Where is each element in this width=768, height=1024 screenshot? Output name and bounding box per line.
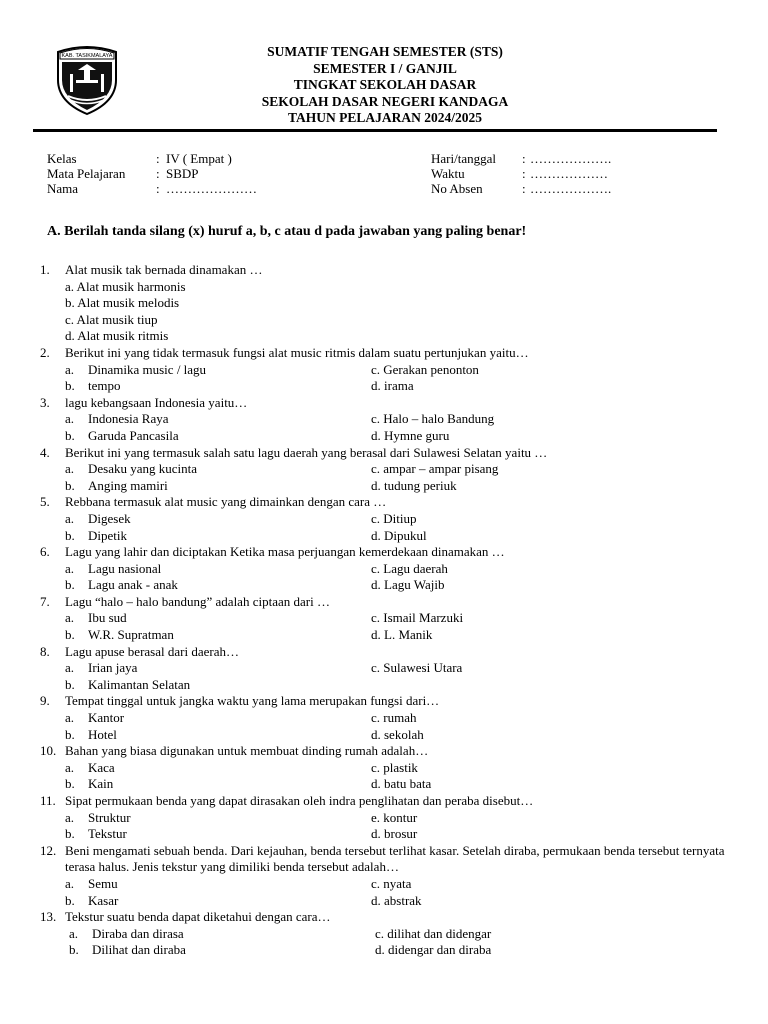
option-c: c. nyata: [371, 875, 412, 891]
info-row-kelas: [47, 151, 257, 166]
option-a: [40, 461, 371, 478]
option-c: c. Sulawesi Utara: [371, 660, 463, 676]
option-letter: b.: [65, 378, 75, 394]
option-text: Kain: [88, 776, 114, 792]
option-text: Struktur: [88, 809, 131, 825]
option-d: d. didengar dan diraba: [375, 942, 492, 958]
option-letter: b.: [65, 892, 75, 908]
option-b: b. Alat musik melodis: [65, 295, 180, 311]
option-text: Dipetik: [88, 527, 127, 543]
option-row-ac: [40, 876, 730, 893]
option-d: d. abstrak: [371, 892, 422, 908]
option-c: c. Halo – halo Bandung: [371, 411, 495, 427]
option-text: Ibu sud: [88, 610, 127, 626]
option-letter: b.: [65, 627, 75, 643]
option-row-bd: [40, 577, 730, 594]
question-text: lagu kebangsaan Indonesia yaitu…: [65, 394, 248, 410]
info-value: SBDP: [166, 166, 199, 182]
option-row-ac: [40, 362, 730, 379]
option-letter: b.: [65, 577, 75, 593]
option-text: Kantor: [88, 710, 125, 726]
info-colon: :: [522, 166, 526, 182]
info-row-waktu: [431, 166, 611, 181]
option-text: Dilihat dan diraba: [92, 942, 186, 958]
question-text: Lagu “halo – halo bandung” adalah ciptaan dari …: [65, 593, 330, 609]
question-number: 4.: [40, 444, 50, 460]
option-letter: a.: [65, 759, 75, 775]
option-a: [40, 511, 371, 528]
option-text: Desaku yang kucinta: [88, 461, 198, 477]
info-label: Nama: [47, 181, 79, 197]
option-c: c. Gerakan penonton: [371, 361, 479, 377]
option-b: [40, 677, 371, 694]
option-b: [40, 942, 375, 959]
info-value: …………………: [166, 181, 257, 197]
option-a: [40, 561, 371, 578]
header-year: TAHUN PELAJARAN 2024/2025: [287, 110, 482, 125]
option-text: Kaca: [88, 759, 115, 775]
option-a: a. Alat musik harmonis: [65, 278, 186, 294]
info-label: Hari/tanggal: [431, 151, 496, 166]
option-b: [40, 478, 371, 495]
option-letter: b.: [65, 477, 75, 493]
option-d: d. irama: [371, 378, 414, 394]
question-text: Bahan yang biasa digunakan untuk membuat dinding rumah adalah…: [65, 743, 429, 759]
option-c: e. kontur: [371, 809, 418, 825]
question-7: [40, 594, 730, 611]
document-header: [130, 44, 640, 127]
question-text: Berikut ini yang termasuk salah satu lagu daerah yang berasal dari Sulawesi Selatan yaitu …: [65, 444, 548, 460]
option-text: Garuda Pancasila: [88, 427, 179, 443]
info-label: No Absen: [431, 181, 483, 197]
info-row-nama: [47, 181, 257, 196]
option-d: [371, 677, 671, 694]
option-letter: a.: [65, 510, 75, 526]
option-letter: a.: [65, 361, 75, 377]
option-text: Irian jaya: [88, 660, 138, 676]
option-row-ac: [40, 461, 730, 478]
option-text: Kalimantan Selatan: [88, 676, 191, 692]
option-c: c. ampar – ampar pisang: [371, 461, 499, 477]
question-text: Beni mengamati sebuah benda. Dari kejauhan, benda tersebut terlihat kasar. Setelah diraba, permukaan benda tersebut ternyata terasa halus. Jenis tekstur yang dimiliki benda tersebut adalah…: [65, 842, 725, 875]
header-title: SUMATIF TENGAH SEMESTER (STS): [267, 44, 503, 59]
option-text: Anging mamiri: [88, 477, 168, 493]
option-text: Diraba dan dirasa: [92, 925, 184, 941]
option-b: [40, 776, 371, 793]
question-3: [40, 395, 730, 412]
info-colon: :: [156, 181, 160, 197]
option-row-ac: [40, 561, 730, 578]
info-value: ………………: [530, 166, 608, 182]
option-row-bd: [40, 776, 730, 793]
question-number: 9.: [40, 693, 50, 709]
student-info-right: [431, 151, 611, 197]
option-a: [40, 610, 371, 627]
info-colon: :: [156, 166, 160, 182]
option-row-ac: [40, 926, 730, 943]
option-b: [40, 428, 371, 445]
question-4: [40, 445, 730, 462]
option-row-ac: [40, 660, 730, 677]
option-d: d. Alat musik ritmis: [65, 328, 169, 344]
question-2: [40, 345, 730, 362]
info-value: IV ( Empat ): [166, 151, 232, 166]
option-c: c. Ismail Marzuki: [371, 610, 464, 626]
option-a: [40, 411, 371, 428]
option-a: [40, 926, 375, 943]
option-b: [40, 826, 371, 843]
option-d: d. brosur: [371, 826, 418, 842]
option-c: c. rumah: [371, 710, 417, 726]
option-letter: b.: [65, 427, 75, 443]
option-row-ac: [40, 810, 730, 827]
question-text: Alat musik tak bernada dinamakan …: [65, 262, 263, 277]
question-list: [40, 262, 730, 959]
option-row-ac: [40, 411, 730, 428]
header-semester: SEMESTER I / GANJIL: [313, 60, 457, 76]
question-6: [40, 544, 730, 561]
option-text: W.R. Supratman: [88, 627, 174, 643]
option-row-bd: [40, 528, 730, 545]
info-label: Kelas: [47, 151, 77, 166]
info-colon: :: [156, 151, 160, 166]
option-letter: b.: [65, 676, 75, 692]
option-row-bd: [40, 627, 730, 644]
option-c: c. Ditiup: [371, 510, 417, 526]
option-a: [40, 710, 371, 727]
question-number: 1.: [40, 262, 50, 277]
option-letter: a.: [65, 710, 75, 726]
option-letter: b.: [65, 527, 75, 543]
option-letter: b.: [69, 942, 79, 958]
option-letter: b.: [65, 776, 75, 792]
info-row-absen: [431, 181, 611, 196]
option-text: Dinamika music / lagu: [88, 361, 207, 377]
option-a: [40, 810, 371, 827]
option-text: Kasar: [88, 892, 119, 908]
question-number: 8.: [40, 643, 50, 659]
header-divider: [33, 129, 717, 132]
option-c: c. plastik: [371, 759, 418, 775]
option-d: d. Dipukul: [371, 527, 427, 543]
info-value: ……………….: [530, 151, 612, 166]
option-text: Tekstur: [88, 826, 127, 842]
info-label: Mata Pelajaran: [47, 166, 126, 182]
option-letter: b.: [65, 726, 75, 742]
option-c: c. Alat musik tiup: [65, 311, 158, 327]
question-11: [40, 793, 730, 810]
option-row-bd: [40, 727, 730, 744]
option-a: [40, 876, 371, 893]
info-row-hari: [431, 151, 611, 166]
question-text: Sipat permukaan benda yang dapat dirasakan oleh indra penglihatan dan peraba disebut…: [65, 793, 534, 808]
option-row-bd: [40, 893, 730, 910]
option-letter: a.: [65, 809, 75, 825]
option-row-ac: [40, 760, 730, 777]
question-8: [40, 644, 730, 661]
question-number: 12.: [40, 842, 57, 858]
option-d: d. L. Manik: [371, 627, 433, 643]
question-number: 6.: [40, 544, 50, 560]
option-row-bd: [40, 478, 730, 495]
info-colon: :: [522, 151, 526, 166]
question-1: [40, 262, 730, 279]
header-school: SEKOLAH DASAR NEGERI KANDAGA: [261, 93, 509, 109]
option-c: c. Lagu daerah: [371, 560, 448, 576]
question-number: 13.: [40, 909, 57, 925]
option-d: d. batu bata: [371, 776, 432, 792]
question-10: [40, 743, 730, 760]
option-letter: a.: [65, 560, 75, 576]
option-b: [40, 528, 371, 545]
option-letter: a.: [65, 875, 75, 891]
option-b: [40, 627, 371, 644]
question-text: Tempat tinggal untuk jangka waktu yang lama merupakan fungsi dari…: [65, 693, 440, 709]
option-a: [40, 362, 371, 379]
question-5: [40, 494, 730, 511]
option-b: [40, 727, 371, 744]
option-d: d. tudung periuk: [371, 477, 457, 493]
question-number: 3.: [40, 394, 50, 410]
question-number: 2.: [40, 344, 50, 360]
question-number: 5.: [40, 494, 50, 510]
option-d: d. sekolah: [371, 726, 424, 742]
option-a: [40, 760, 371, 777]
option-row-ac: [40, 511, 730, 528]
section-a-instruction: A. Berilah tanda silang (x) huruf a, b, c atau d pada jawaban yang paling benar!: [47, 224, 527, 239]
student-info-left: [47, 151, 257, 197]
option-text: tempo: [88, 378, 121, 394]
option-row-bd: [40, 826, 730, 843]
option-b: [40, 378, 371, 395]
info-label: Waktu: [431, 166, 465, 182]
option-d: d. Hymne guru: [371, 427, 450, 443]
logo-text: KAB. TASIKMALAYA: [61, 53, 113, 59]
option-c: c. dilihat dan didengar: [375, 925, 492, 941]
header-level: TINGKAT SEKOLAH DASAR: [293, 77, 477, 92]
option-text: Semu: [88, 875, 118, 891]
option-letter: a.: [69, 925, 79, 941]
info-colon: :: [522, 181, 526, 197]
option-text: Hotel: [88, 726, 117, 742]
option-row-bd: [40, 428, 730, 445]
question-9: [40, 693, 730, 710]
option-text: Indonesia Raya: [88, 411, 169, 427]
question-text: Lagu yang lahir dan diciptakan Ketika masa perjuangan kemerdekaan dinamakan …: [65, 544, 505, 560]
school-logo: [50, 40, 124, 116]
option-text: Lagu anak - anak: [88, 577, 178, 593]
option-b: [40, 893, 371, 910]
question-number: 7.: [40, 593, 50, 609]
question-text: Tekstur suatu benda dapat diketahui dengan cara…: [65, 909, 331, 925]
option-row-ac: [40, 610, 730, 627]
question-13: [40, 909, 730, 926]
option-text: Digesek: [88, 510, 131, 526]
option-letter: a.: [65, 610, 75, 626]
question-12: [40, 843, 730, 876]
option-letter: b.: [65, 826, 75, 842]
option-a: [40, 660, 371, 677]
question-text: Lagu apuse berasal dari daerah…: [65, 643, 239, 659]
option-letter: a.: [65, 461, 75, 477]
option-letter: a.: [65, 411, 75, 427]
option-b: [40, 577, 371, 594]
option-row-bd: [40, 677, 730, 694]
question-text: Rebbana termasuk alat music yang dimainkan dengan cara …: [65, 494, 387, 510]
option-row-bd: [40, 378, 730, 395]
question-number: 11.: [40, 793, 56, 808]
question-number: 10.: [40, 743, 57, 759]
option-row-bd: [40, 942, 730, 959]
question-text: Berikut ini yang tidak termasuk fungsi alat music ritmis dalam suatu pertunjukan yaitu…: [65, 344, 529, 360]
option-d: d. Lagu Wajib: [371, 577, 445, 593]
option-letter: a.: [65, 660, 75, 676]
info-row-mapel: [47, 166, 257, 181]
info-value: ……………….: [530, 181, 612, 197]
option-row-ac: [40, 710, 730, 727]
option-text: Lagu nasional: [88, 560, 162, 576]
